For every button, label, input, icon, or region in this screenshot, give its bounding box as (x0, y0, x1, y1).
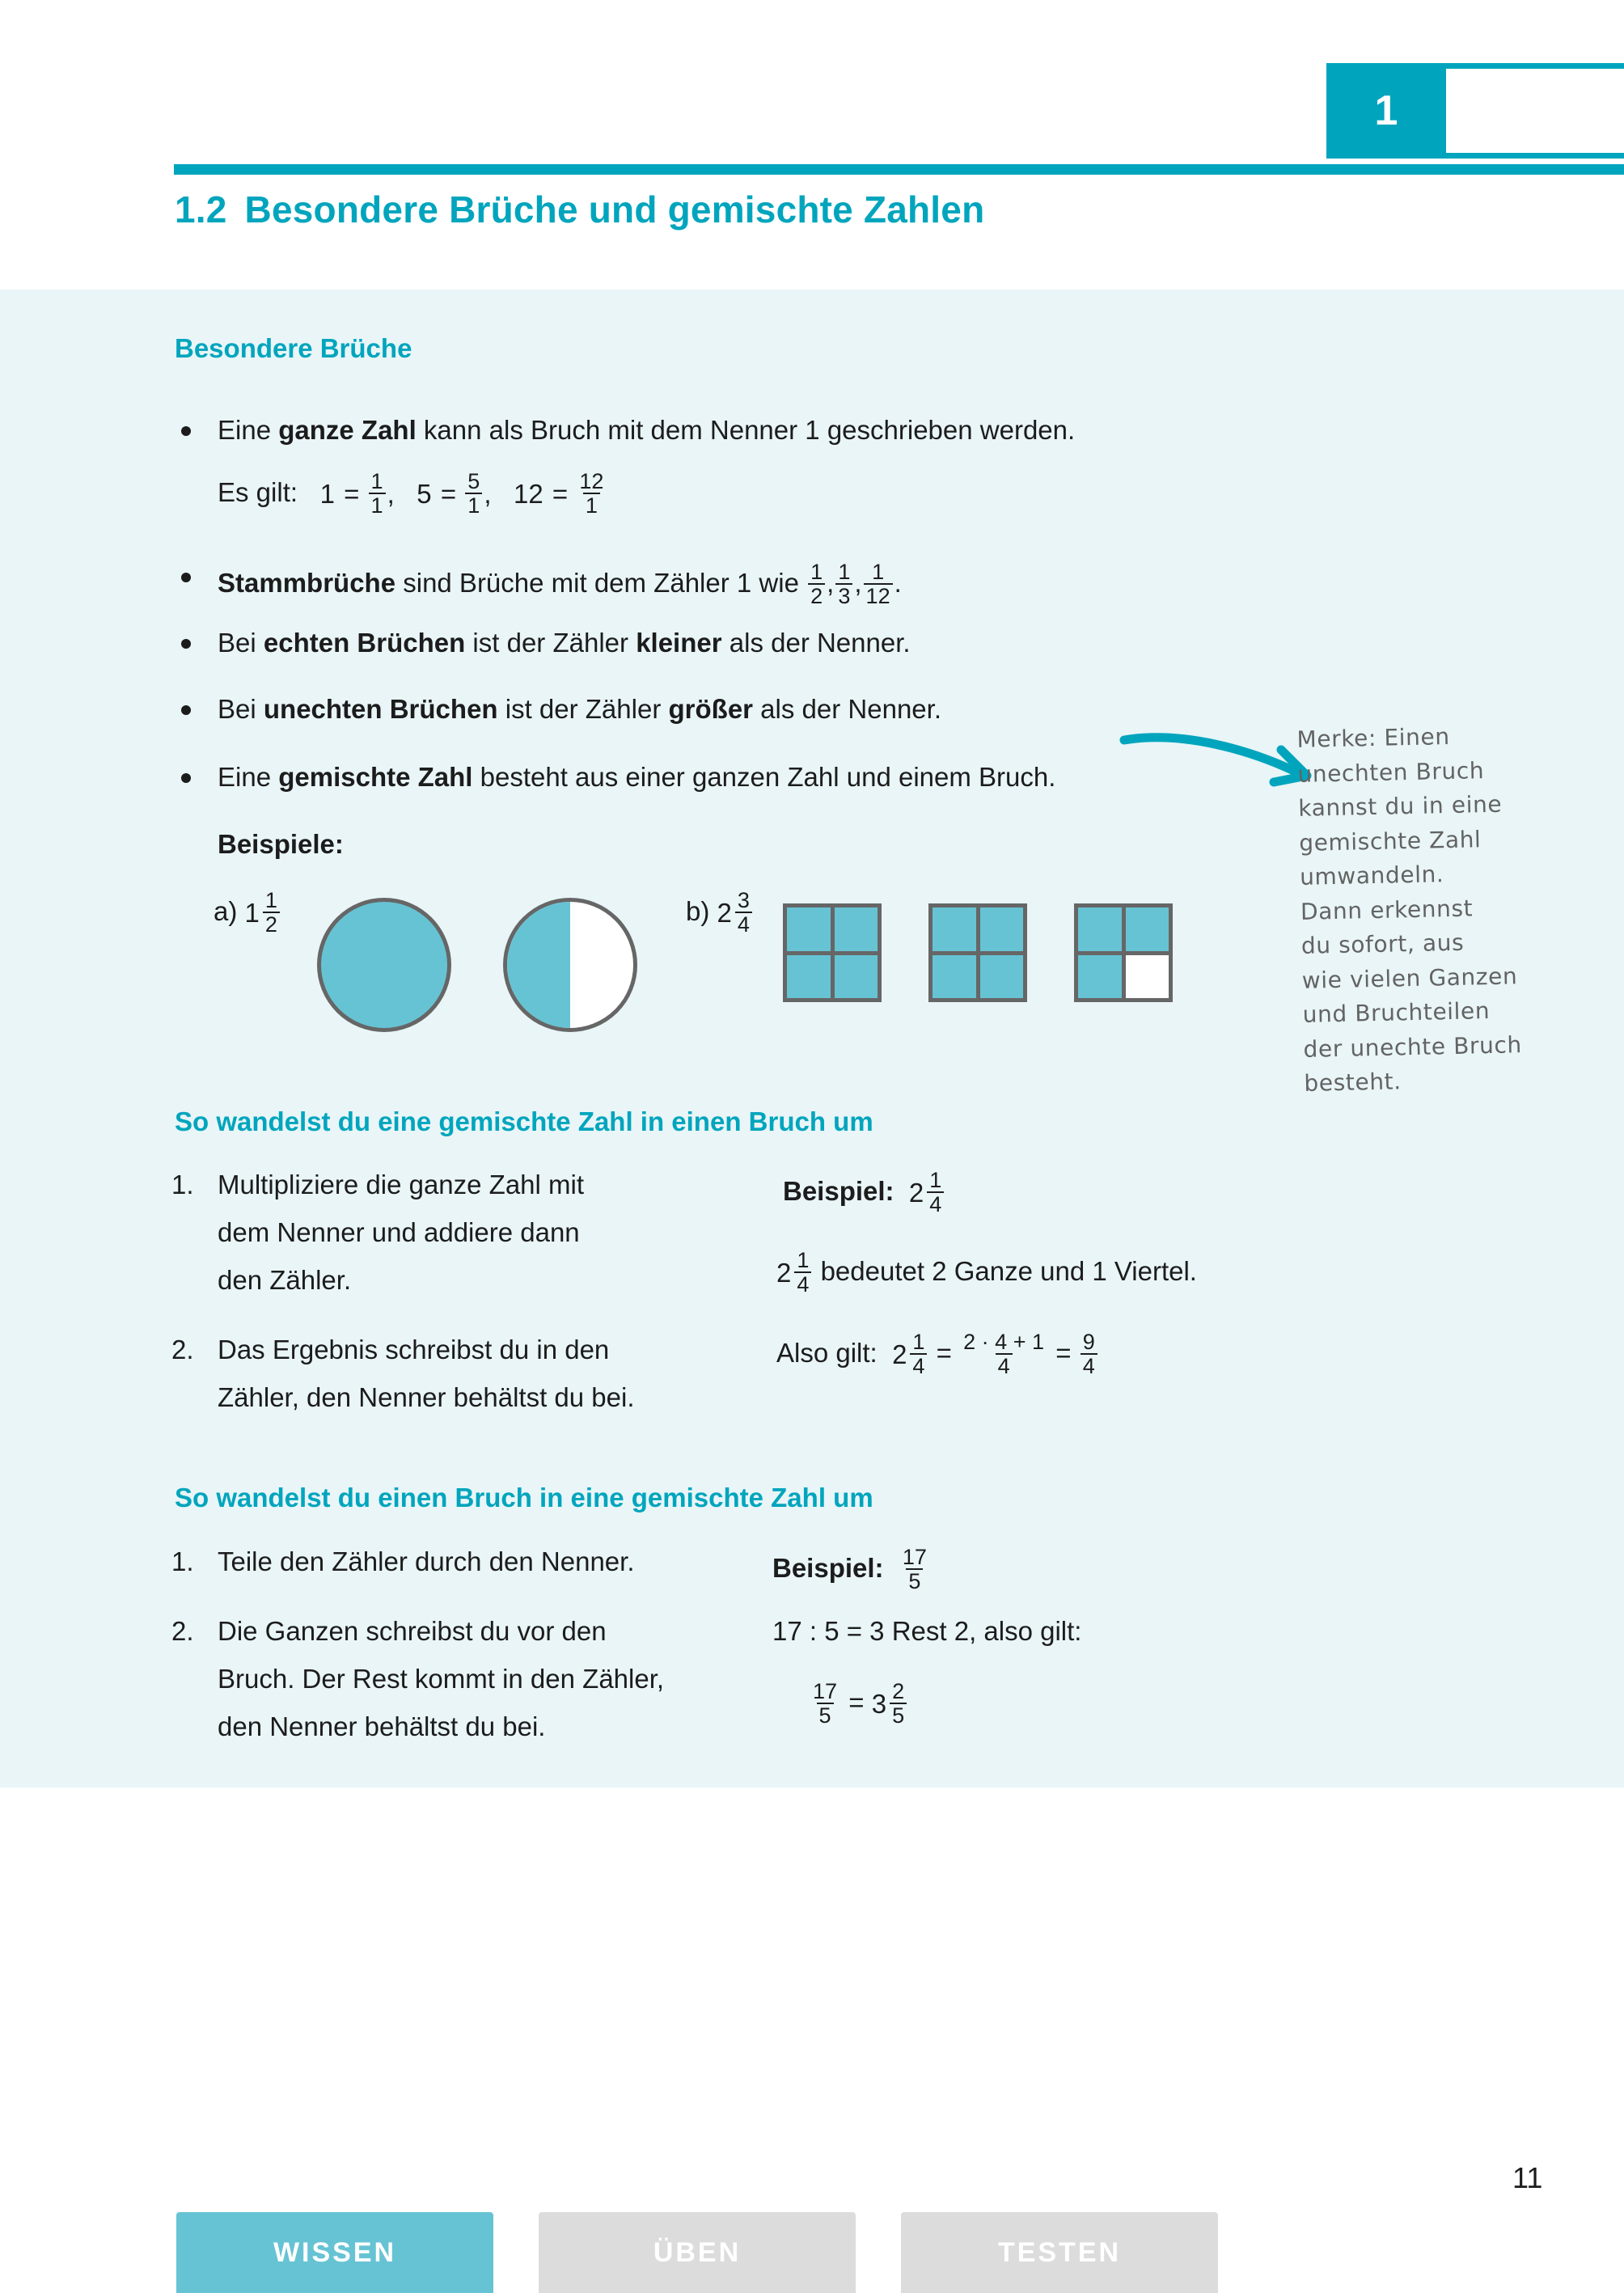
bullet-item-gemischte-zahl: Eine gemischte Zahl besteht aus einer ganzen Zahl und einem Bruch. (218, 762, 1056, 792)
panel-heading: Besondere Brüche (175, 333, 412, 363)
circle-whole (317, 898, 451, 1032)
section-number: 1.2 (175, 188, 227, 231)
merke-note: Merke: Einen unechten Bruch kannst du in eine gemischte Zahl umwandeln. Dann erkennst du sofort, aus wie vielen Ganzen und Bruchteilen der unechte Bruch besteht. (1296, 722, 1523, 1098)
section-a-example-line2: 2 $\frac{1}{4}$ bedeutet 2 Ganze und 1 Viertel. (776, 1248, 1197, 1297)
fraction-9-4: $\frac{9}{4}$ (1081, 1331, 1097, 1377)
tab-testen[interactable] (901, 2212, 1218, 2293)
mixed-number-2-1-4: 2 $\frac{1}{4}$ (909, 1170, 945, 1216)
grid-cell (933, 955, 976, 999)
bullet-marker (181, 639, 191, 649)
section-title-text: Besondere Brüche und gemischte Zahlen (244, 188, 985, 231)
grid-cell (835, 955, 878, 999)
chapter-number: 1 (1374, 87, 1398, 134)
page-title (175, 188, 984, 231)
chapter-number-tab (1326, 63, 1446, 159)
tab-wissen[interactable] (176, 2212, 493, 2293)
bullet-marker (181, 705, 191, 715)
step-number: 2. (171, 1616, 194, 1646)
circle-half (503, 898, 637, 1032)
grid-cell (1078, 955, 1122, 999)
bullet-item-ganze-zahl: Eine ganze Zahl kann als Bruch mit dem Nenner 1 geschrieben werden. (218, 415, 1076, 445)
equation-5-over-1: 5 = $\frac{5}{1}$ , (417, 469, 492, 518)
step-line: Bruch. Der Rest kommt in den Zähler, (218, 1664, 665, 1694)
step-line: Das Ergebnis schreibst du in den (218, 1335, 610, 1364)
section-a-example-line3: Also gilt: 2 $\frac{1}{4}$ = $\frac{2 \cdot 4 + 1}{4}$ = $\frac{9}{4}$ (776, 1331, 1099, 1378)
grid-cell (980, 907, 1024, 951)
fraction-expression: $\frac{2 \cdot 4 + 1}{4}$ (963, 1330, 1045, 1379)
step-line: dem Nenner und addiere dann (218, 1217, 580, 1247)
step-line: Multipliziere die ganze Zahl mit (218, 1170, 585, 1199)
step-line: Die Ganzen schreibst du vor den (218, 1616, 607, 1646)
tab-label: TESTEN (997, 2236, 1122, 2268)
grid-cell (787, 955, 831, 999)
bullet-item-unechte-brueche: Bei unechten Brüchen ist der Zähler größer als der Nenner. (218, 694, 941, 724)
step-number: 1. (171, 1546, 194, 1576)
tab-label: ÜBEN (653, 2236, 742, 2268)
square-grid-three-quarters (1074, 903, 1173, 1002)
title-rule (174, 164, 1624, 175)
examples-label: Beispiele: (218, 829, 344, 859)
mixed-number-3-2-5: 3 $\frac{2}{5}$ (872, 1681, 908, 1728)
bullet-marker (181, 773, 191, 783)
example-b-label: b) 2 $\frac{3}{4}$ (686, 890, 754, 937)
square-grid-full (928, 903, 1027, 1002)
tab-label: WISSEN (273, 2236, 397, 2268)
grid-cell-empty (1126, 955, 1169, 999)
circle-half-fill (507, 902, 570, 1028)
step-line: den Zähler. (218, 1265, 352, 1295)
chapter-tab-strip (1446, 63, 1624, 159)
grid-cell (787, 907, 831, 951)
equation-1-over-1: 1 = $\frac{1}{1}$ , (319, 469, 395, 518)
step-line: Zähler, den Nenner behältst du bei. (218, 1382, 635, 1412)
section-b-result: $\frac{17}{5}$ = 3 $\frac{2}{5}$ (809, 1681, 908, 1728)
section-b-division-line: 17 : 5 = 3 Rest 2, also gilt: (772, 1616, 1082, 1646)
grid-cell (835, 907, 878, 951)
step-number: 2. (171, 1335, 194, 1364)
fraction-1-2: $\frac{1}{2}$ (808, 561, 825, 607)
bullet-0-subline: Es gilt: 1 = $\frac{1}{1}$ , 5 = $\frac{5}{1}$ , 12 = $\frac{12}{1}$ (218, 471, 607, 518)
grid-cell (933, 907, 976, 951)
section-b-heading: So wandelst du einen Bruch in eine gemischte Zahl um (175, 1483, 873, 1512)
bullet-item-echte-brueche: Bei echten Brüchen ist der Zähler kleiner als der Nenner. (218, 628, 911, 658)
square-grid-full (783, 903, 882, 1002)
section-a-heading: So wandelst du eine gemischte Zahl in einen Bruch um (175, 1106, 873, 1136)
page-number: 11 (1512, 2161, 1543, 2194)
bullet-marker (181, 426, 191, 436)
bullet-marker (181, 573, 191, 582)
step-line: Teile den Zähler durch den Nenner. (218, 1546, 635, 1576)
bullet-item-stammbrueche: Stammbrüche sind Brüche mit dem Zähler 1 wie $\frac{1}{2}$ , $\frac{1}{3}$ , $\frac{1}{12}$ . (218, 560, 902, 609)
grid-cell (1078, 907, 1122, 951)
fraction-17-5: $\frac{17}{5}$ (902, 1545, 927, 1594)
fraction-17-5-result: $\frac{17}{5}$ (813, 1679, 838, 1728)
step-number: 1. (171, 1170, 194, 1199)
fraction-1-12: $\frac{1}{12}$ (864, 561, 893, 607)
chapter-tab-group (1326, 63, 1624, 160)
example-a-label: a) 1 $\frac{1}{2}$ (214, 890, 281, 937)
grid-cell (980, 955, 1024, 999)
equation-12-over-1: 12 = $\frac{12}{1}$ (514, 469, 604, 518)
grid-cell (1126, 907, 1169, 951)
step-line: den Nenner behältst du bei. (218, 1711, 546, 1741)
section-a-example-label: Beispiel: 2 $\frac{1}{4}$ (783, 1170, 945, 1216)
section-b-example-label: Beispiel: $\frac{17}{5}$ (772, 1546, 931, 1593)
fraction-1-3: $\frac{1}{3}$ (835, 561, 852, 607)
tab-ueben[interactable] (539, 2212, 856, 2293)
